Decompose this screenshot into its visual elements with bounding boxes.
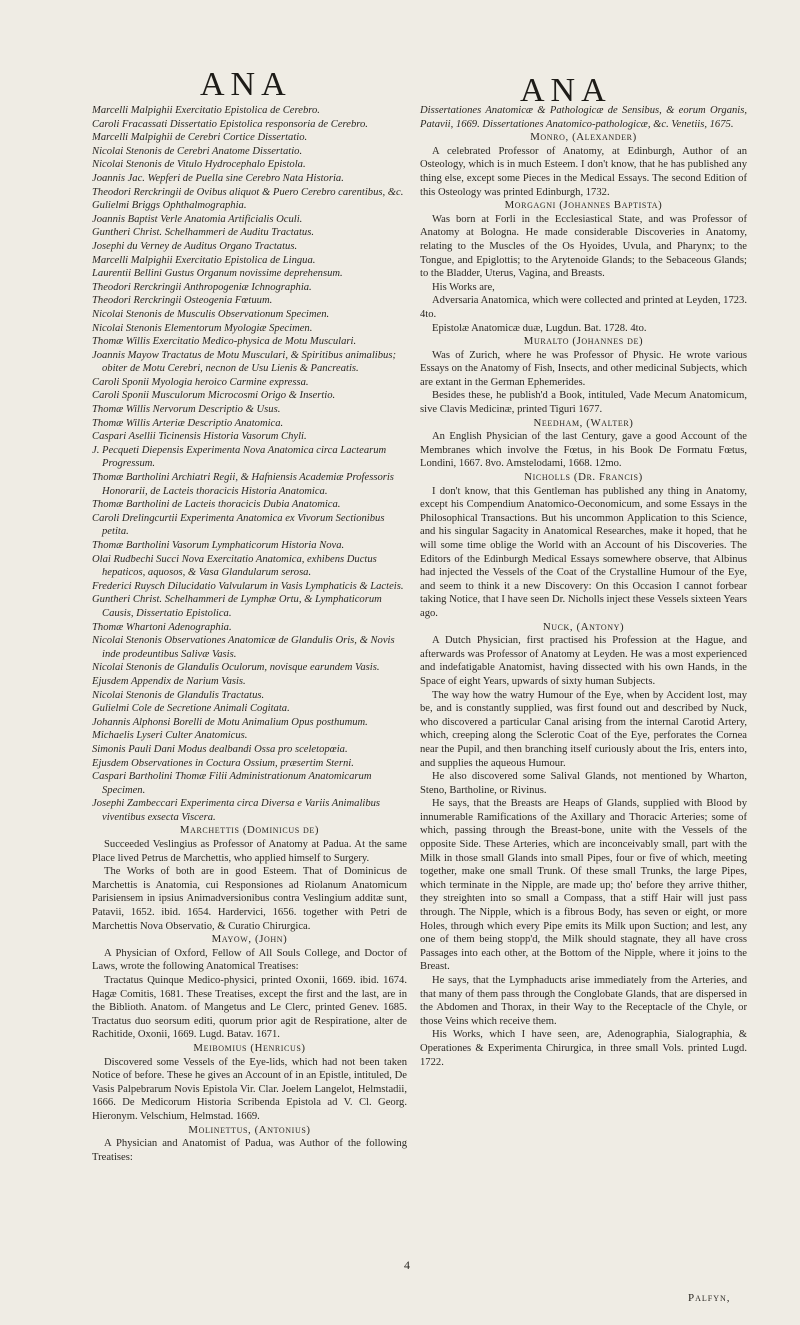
- bibliography-entry: Guntheri Christ. Schelhammeri de Lymphæ Ortu, & Lymphaticorum Causis, Dissertatio Epistolica.: [92, 594, 382, 619]
- bibliography-entry: Guntheri Christ. Schelhammeri de Auditu Tractatus.: [92, 227, 314, 239]
- bibliography-entry: Ejusdem Appendix de Narium Vasis.: [92, 675, 246, 687]
- author-heading: Mayow, (John): [211, 933, 288, 946]
- section-paragraph: He says, that the Lymphaducts arise immediately from the Arteries, and that many of them pass through the Conglobate Glands, that are dispersed in the Abdomen and Thorax, in their Way to the Receptacle of the Chyle, or those Veins which receive them.: [420, 975, 747, 1027]
- bibliography-entry: Caspari Asellii Ticinensis Historia Vasorum Chyli.: [92, 431, 307, 443]
- section-paragraph: The way how the watry Humour of the Eye, when by Accident lost, may be, and is constantly supplied, was first found out and described by Nuck, who discovered a particular Canal arising from the internal Carotid Artery, which, creeping along the Sclerotic Coat of the Eye, perforates the Cornea near the Pupil, and then branching itself curiously about the Iris, enters into, and supplies the aqueous Humour.: [420, 689, 747, 769]
- section-paragraph: Epistolæ Anatomicæ duæ, Lugdun. Bat. 1728. 4to.: [432, 322, 647, 334]
- bibliography-entry: Nicolai Stenonis de Glandulis Tractatus.: [92, 689, 265, 701]
- section-paragraph: A Physician and Anatomist of Padua, was Author of the following Treatises:: [92, 1138, 407, 1163]
- section-paragraph: A celebrated Professor of Anatomy, at Edinburgh, Author of an Osteology, which is in much Esteem. I don't know, that he has published any thing else, except some Pieces in the Medical Essays. The second Edition of this Osteology was printed Edinburgh, 1732.: [420, 145, 747, 198]
- bibliography-entry: Marcelli Malpighii Exercitatio Epistolica de Cerebro.: [92, 105, 320, 116]
- bibliography-entry: Frederici Ruysch Dilucidatio Valvularum in Vasis Lymphaticis & Lacteis.: [92, 580, 404, 592]
- section-paragraph: Tractatus Quinque Medico-physici, printed Oxonii, 1669. ibid. 1674. Hagæ Comitis, 1681. These Treatises, except the first and the last, are in the Biblioth. Anatom. of Mangetus and Le Clerc, printed Genev. 1685. Tractatus duo seorsum editi, quorum prior agit de Respiratione, alter de Rachitide, Oxonii, 1669. Lugd. Batav. 1671.: [92, 975, 407, 1041]
- author-heading: Monro, (Alexander): [530, 131, 637, 144]
- section-paragraph: A Dutch Physician, first practised his Profession at the Hague, and afterwards was Professor of Anatomy at Leyden. He was a most experienced and indefatigable Anatomist, having dissected with his own Hands, in the Space of eight Years, upwards of sixty human Subjects.: [420, 635, 747, 687]
- bibliography-entry: Theodori Rerckringii de Ovibus aliquot & Puero Cerebro carentibus, &c.: [92, 186, 404, 198]
- left-sections: [92, 824, 407, 1164]
- bibliography-entry: Joannis Mayow Tractatus de Motu Musculari, & Spiritibus animalibus; obiter de Motu Cerebri, necnon de Usu Lienis & Pancreatis.: [92, 349, 396, 375]
- author-section: [420, 621, 747, 1070]
- bibliography-entry: Simonis Pauli Dani Modus dealbandi Ossa pro sceletopœia.: [92, 743, 348, 755]
- author-heading: Nicholls (Dr. Francis): [524, 471, 643, 484]
- bibliography-entry: Gulielmi Cole de Secretione Animali Cogitata.: [92, 703, 290, 715]
- section-paragraph: I don't know, that this Gentleman has published any thing in Anatomy, except his Compendium Anatomico-Oeconomicum, and some Essays in the Philosophical Transactions. But his uncommon Application to this Science, and his singular Sagacity in Anatomical Researches, make it hoped, that he will some time oblige the World with an Account of his Discoveries. The Editors of the Edinburgh Medical Essays somewhere observe, that Albinus had injected the Vessels of the Coat of the Crystalline Humour of the Eye, and seem to think it a new Discovery: On this Occasion I cannot forbear taking Notice, that I have seen Dr. Nicholls inject these Vessels sixteen Years ago.: [420, 485, 747, 619]
- section-paragraph: Was born at Forli in the Ecclesiastical State, and was Professor of Anatomy at Bologna. He made considerable Discoveries in Anatomy, relating to the Muscles of the Os Hyoides, Uvula, and Pharynx; to the Tongue, and Epiglottis; to the Arytenoide Glands; to the Sebaceous Glands; to the Bladder, Uterus, Vagina, and Breasts.: [420, 213, 747, 280]
- section-paragraph: Besides these, he publish'd a Book, intituled, Vade Mecum Anatomicum, sive Clavis Medicinæ, printed Tiguri 1677.: [420, 390, 747, 416]
- author-heading: Meibomius (Henricus): [193, 1041, 306, 1054]
- section-paragraph: Adversaria Anatomica, which were collected and printed at Leyden, 1723. 4to.: [420, 295, 747, 320]
- bibliography-entry: Thomæ Willis Exercitatio Medico-physica de Motu Musculari.: [92, 336, 357, 348]
- author-heading: Molinettus, (Antonius): [188, 1123, 311, 1136]
- bibliography-entry: Thomæ Bartholini Archiatri Regii, & Hafniensis Academiæ Professoris Honorarii, de Lacteis thoracicis Historia Anatomica.: [92, 472, 394, 497]
- author-heading: Morgagni (Johannes Baptista): [504, 199, 663, 212]
- bibliography-entry: Theodori Rerckringii Osteogenia Fœtuum.: [92, 295, 273, 307]
- author-section: [92, 1042, 407, 1124]
- author-section: [92, 824, 407, 933]
- bibliography-entry: Caspari Bartholini Thomæ Filii Administrationum Anatomicarum Specimen.: [92, 771, 372, 796]
- running-header-left: ANA: [200, 66, 292, 103]
- author-section: [420, 417, 747, 471]
- bibliography-entry: Ejusdem Observationes in Coctura Ossium, præsertim Sterni.: [92, 757, 354, 769]
- bibliography-entry: Michaelis Lyseri Culter Anatomicus.: [92, 730, 248, 742]
- author-section: [420, 131, 747, 199]
- bibliography-entry: Marcelli Malpighii Exercitatio Epistolica de Lingua.: [92, 254, 316, 266]
- bibliography-entry: Josephi du Verney de Auditus Organo Tractatus.: [92, 240, 298, 252]
- author-heading: Needham, (Walter): [533, 416, 634, 429]
- author-section: [420, 471, 747, 621]
- bibliography-entry: Thomæ Bartholini Vasorum Lymphaticorum Historia Nova.: [92, 540, 345, 551]
- author-section: [92, 933, 407, 1042]
- bibliography-entry: Joannis Baptist Verle Anatomia Artificialis Oculi.: [92, 213, 303, 225]
- bibliography-entry: Caroli Sponii Myologia heroico Carmine expressa.: [92, 376, 309, 388]
- running-header-right: ANA: [520, 72, 612, 109]
- bibliography-entry: Thomæ Bartholini de Lacteis thoracicis Dubia Anatomica.: [92, 499, 341, 511]
- page-number: 4: [404, 1258, 410, 1272]
- bibliography-entry: Josephi Zambeccari Experimenta circa Diversa e Variis Animalibus viventibus exsecta Viscera.: [92, 798, 381, 823]
- bibliography-entry: Nicolai Stenonis Observationes Anatomicæ de Glandulis Oris, & Novis inde prodeuntibus Salivæ Vasis.: [92, 635, 395, 660]
- bibliography-entry: Nicolai Stenonis de Musculis Observationum Specimen.: [92, 308, 330, 320]
- bibliography-entry: Marcelli Malpighii de Cerebri Cortice Dissertatio.: [92, 132, 308, 144]
- bibliography-entry: Nicolai Stenonis Elementorum Myologiæ Specimen.: [92, 322, 313, 334]
- bibliography-entry: Theodori Rerckringii Anthropogeniæ Ichnographia.: [92, 281, 312, 293]
- bibliography-entry: Laurentii Bellini Gustus Organum novissime deprehensum.: [92, 268, 343, 280]
- catchword: Palfyn,: [688, 1292, 731, 1304]
- bibliography-entry: Johannis Alphonsi Borelli de Motu Animalium Opus posthumum.: [92, 716, 368, 728]
- bibliography-entry: Olai Rudbechi Succi Nova Exercitatio Anatomica, exhibens Ductus hepaticos, aquosos, & Vasa Glandularum serosa.: [92, 553, 377, 579]
- author-heading: Muralto (Johannes de): [523, 335, 644, 348]
- section-paragraph: Discovered some Vessels of the Eye-lids, which had not been taken Notice of before. These he gives an Account of in an Epistle, intituled, De Vasis Palpebrarum Novis Epistola Vir. Clar. Joelem Langelot, Helmstadii, 1666. De Medicorum Historia Scribenda Epistola ad V. Cl. Georg. Hieronym. Velschium, Helmstad. 1669.: [92, 1056, 407, 1122]
- right-column: [420, 104, 747, 1069]
- bibliography-entry: Joannis Jac. Wepferi de Puella sine Cerebro Nata Historia.: [92, 172, 344, 184]
- left-column: [92, 104, 407, 1164]
- section-paragraph: He says, that the Breasts are Heaps of Glands, supplied with Blood by innumerable Ramifications of the Axillary and Thoracic Arteries; some of which, passing through the Breast-bone, unite with the Vessels of the opposite Side. These Arteries, which are inconceivably small, part with the Milk in those small Glands into small Pipes, four or five of which, meeting together, make one small Trunk. Of these small Trunks, the large Pipes, which terminate in the Nipple, are made up; tho' before they arrive thither, they streighten into so small a Compass, that a stiff Hair will just pass through. The Nipple, which is a fibrous Body, has seven or eight, or more Holes, through which every Pipe emits its Milk upon Suction; and lest, any one of them being stopp'd, the Milk should stagnate, they all have cross Passages into each other, at the Bottom of the Nipple, where it joins to the Breast.: [420, 798, 747, 973]
- bibliography-entry: Gulielmi Briggs Ophthalmographia.: [92, 200, 247, 212]
- bibliography-entry: Thomæ Willis Arteriæ Descriptio Anatomica.: [92, 417, 284, 429]
- bibliography-entry: Nicolai Stenonis de Vitulo Hydrocephalo Epistola.: [92, 159, 306, 171]
- author-section: [420, 335, 747, 417]
- section-paragraph: He also discovered some Salival Glands, not mentioned by Wharton, Steno, Bartholine, or Rivinus.: [420, 771, 747, 796]
- bibliography-entry: Thomæ Willis Nervorum Descriptio & Usus.: [92, 404, 281, 416]
- section-paragraph: An English Physician of the last Century, gave a good Account of the Membranes which involve the Fœtus, in his Book De Formatu Fœtus, Londini, 1667. 8vo. Amstelodami, 1668. 12mo.: [420, 431, 747, 470]
- bibliography-list: [92, 104, 407, 824]
- bibliography-entry: Nicolai Stenonis de Cerebri Anatome Dissertatio.: [92, 145, 303, 157]
- bibliography-entry: Nicolai Stenonis de Glandulis Oculorum, novisque earundem Vasis.: [92, 662, 380, 674]
- section-paragraph: Succeeded Veslingius as Professor of Anatomy at Padua. At the same Place lived Petrus de Marchettis, who applied himself to Surgery.: [92, 839, 407, 864]
- continued-entry: Dissertationes Anatomicæ & Pathologicæ de Sensibus, & eorum Organis, Patavii, 1669. Dissertationes Anatomico-pathologicæ, &c. Venetiis, 1675.: [420, 105, 747, 130]
- section-paragraph: A Physician of Oxford, Fellow of All Souls College, and Doctor of Laws, wrote the following Anatomical Treatises:: [92, 947, 407, 973]
- section-paragraph: The Works of both are in good Esteem. That of Dominicus de Marchettis is Anatomia, cui Responsiones ad Riolanum Anatomicum Parisiensem in ipsius Animadversionibus contra Veslingium additæ sunt, Patavii, 1652. ibid. 1654. Hardervici, 1656. together with Petri de Marchettis Nova Observatio, & Curatio Chirurgica.: [92, 866, 407, 932]
- bibliography-entry: Caroli Fracassati Dissertatio Epistolica responsoria de Cerebro.: [92, 118, 368, 130]
- author-section: [420, 199, 747, 335]
- bibliography-entry: Caroli Drelingcurtii Experimenta Anatomica ex Vivorum Sectionibus petita.: [92, 512, 385, 538]
- author-heading: Nuck, (Antony): [542, 620, 625, 633]
- bibliography-entry: J. Pecqueti Diepensis Experimenta Nova Anatomica circa Lactearum Progressum.: [92, 444, 387, 470]
- author-heading: Marchettis (Dominicus de): [179, 824, 320, 837]
- bibliography-entry: Thomæ Whartoni Adenographia.: [92, 621, 232, 633]
- section-paragraph: Was of Zurich, where he was Professor of Physic. He wrote various Essays on the Anatomy of Fish, Insects, and other medicinal Subjects, which are extant in the German Ephemerides.: [420, 349, 747, 388]
- right-sections: [420, 131, 747, 1069]
- bibliography-entry: Caroli Sponii Musculorum Microcosmi Origo & Insertio.: [92, 390, 336, 402]
- author-section: [92, 1124, 407, 1165]
- section-paragraph: His Works are,: [432, 281, 495, 293]
- section-paragraph: His Works, which I have seen, are, Adenographia, Sialographia, & Operationes & Experimenta Chirurgica, in three small Vols. printed Lugd. 1722.: [420, 1029, 747, 1068]
